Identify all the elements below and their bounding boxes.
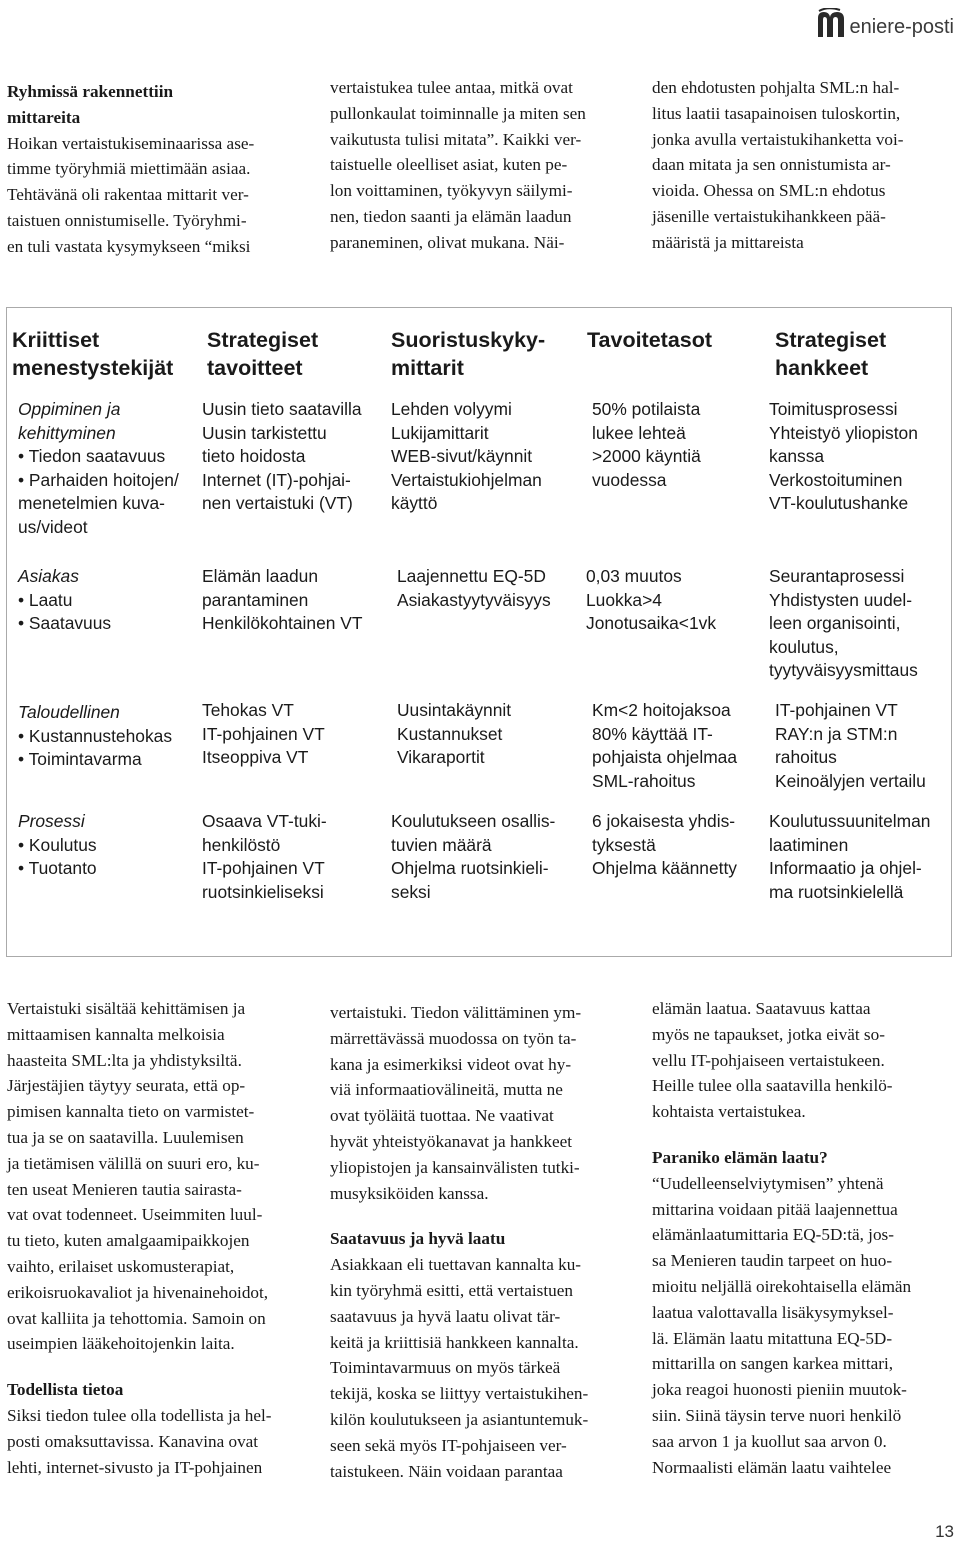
text-line: keitä ja kriittisiä hankkeen kannalta. [330, 1332, 579, 1352]
table-header-strategic-projects [775, 326, 886, 382]
cell-line: koulutus, [769, 636, 839, 657]
text-line: vioida. Ohessa on SML:n ehdotus [652, 181, 886, 201]
cell-line: >2000 käyntiä [592, 446, 701, 467]
section-heading: Paraniko elämän laatu? [652, 1147, 828, 1167]
cell-line: • Parhaiden hoitojen/ [18, 469, 179, 490]
cell-line: Km<2 hoitojaksoa [592, 700, 731, 720]
cell-line: Toimitusprosessi [769, 399, 898, 419]
cell-line: Itseoppiva VT [202, 747, 309, 768]
body-column-2 [330, 1000, 588, 1484]
cell-line: 80% käyttää IT- [592, 723, 713, 744]
text-line: kohtaista vertaistukea. [652, 1102, 806, 1122]
cell-category: Prosessi [18, 811, 85, 831]
table-cell [391, 810, 555, 904]
text-line: haasteita SML:lta ja yhdistyksiltä. [7, 1050, 242, 1070]
cell-line: Laajennettu EQ-5D [397, 566, 546, 586]
text-line: Toimintavarmuus on myös tärkeä [330, 1358, 561, 1378]
cell-line: nen vertaistuki (VT) [202, 493, 353, 514]
table-header-target-levels [587, 326, 712, 354]
text-line: saa arvon 1 ja kuollut saa arvon 0. [652, 1431, 887, 1451]
cell-category: kehittyminen [18, 422, 116, 443]
cell-line: Ohjelma ruotsinkieli- [391, 858, 549, 879]
cell-line: Seurantaprosessi [769, 566, 905, 586]
text-line: vertaistuki. Tiedon välittäminen ym- [330, 1003, 582, 1022]
cell-line: Koulutussuunitelman [769, 811, 931, 831]
table-header-critical-factors [12, 326, 173, 382]
cell-line: Uusin tarkistettu [202, 422, 327, 443]
text-line: sa Menieren taudin tarpeet on huo- [652, 1251, 893, 1271]
cell-line: ruotsinkieliseksi [202, 881, 324, 902]
text-line: mittarina voidaan pitää laajennettua [652, 1199, 898, 1219]
cell-line: IT-pohjainen VT [775, 700, 898, 720]
table-cell [18, 810, 97, 881]
body-column-1 [7, 996, 271, 1480]
text-line: kilön koulutukseen ja asiantuntemuk- [330, 1409, 589, 1429]
text-line: vaikutusta tulisi mitata”. Kaikki ver- [330, 129, 582, 149]
text-line: mioitu neljällä oirekohtaisella elämän [652, 1276, 912, 1296]
text-line: joka reagoi huonosti pieniin muutok- [652, 1380, 907, 1400]
table-cell [592, 699, 737, 793]
cell-line: • Toimintavarma [18, 749, 142, 770]
text-line: pimisen kannalta tieto on varmistet- [7, 1102, 255, 1122]
cell-line: pohjaista ohjelmaa [592, 747, 738, 768]
cell-line: Lukijamittarit [391, 422, 489, 443]
cell-line: Elämän laadun [202, 566, 319, 586]
text-line: märrettävässä muodossa on työn ta- [330, 1028, 577, 1048]
cell-line: vuodessa [592, 469, 667, 490]
logo [816, 8, 954, 38]
cell-line: 0,03 muutos [586, 566, 682, 586]
cell-line: tieto hoidosta [202, 446, 306, 467]
cell-line: • Saatavuus [18, 613, 112, 634]
table-cell [397, 565, 551, 612]
cell-line: Osaava VT-tuki- [202, 811, 327, 831]
table-cell [397, 699, 511, 770]
header-line: mittarit [391, 356, 464, 380]
table-cell [592, 398, 701, 492]
header-line: Suoristuskyky- [391, 328, 546, 352]
header-line: tavoitteet [207, 356, 303, 380]
table-cell [18, 398, 179, 540]
header-line: Tavoitetasot [587, 328, 713, 352]
text-line: yliopistojen ja kansainvälisten tutki- [330, 1157, 580, 1177]
text-line: vat ovat todenneet. Useimmiten luul- [7, 1205, 263, 1225]
text-line: hyvät yhteistyökanavat ja hankkeet [330, 1131, 572, 1151]
table-cell [18, 565, 111, 636]
cell-line: tyksestä [592, 834, 656, 855]
cell-line: menetelmien kuva- [18, 493, 165, 514]
text-line: ja tietämisen välillä on suuri ero, ku- [7, 1153, 260, 1173]
cell-line: Vertaistukiohjelman [391, 469, 542, 490]
text-line: den ehdotusten pohjalta SML:n hal- [652, 78, 900, 97]
text-line: ovat työläitä tuottaa. Ne vaativat [330, 1106, 554, 1126]
cell-line: Henkilökohtainen VT [202, 613, 363, 634]
text-line: vaihto, erilaiset uskomusterapiat, [7, 1256, 235, 1276]
cell-line: käyttö [391, 493, 438, 514]
cell-line: lukee lehteä [592, 422, 686, 443]
intro-heading: mittareita [7, 107, 81, 127]
text-line: lä. Elämän laatu mitattuna EQ-5D- [652, 1328, 893, 1348]
cell-line: Ohjelma käännetty [592, 858, 738, 879]
table-cell [202, 398, 362, 516]
text-line: myös ne tapaukset, jotka eivät so- [652, 1024, 885, 1044]
text-line: laatua valottavalla lisäkysymyksel- [652, 1302, 894, 1322]
text-line: vertaistukea tulee antaa, mitkä ovat [330, 78, 573, 97]
cell-line: IT-pohjainen VT [202, 723, 325, 744]
text-line: useimpien lääkehoitojenkin laita. [7, 1334, 235, 1354]
cell-line: • Tiedon saatavuus [18, 446, 166, 467]
text-line: litus laatii tasapainoisen tuloskortin, [652, 103, 901, 123]
cell-line: 50% potilaista [592, 399, 701, 419]
cell-line: • Kustannustehokas [18, 725, 173, 746]
cell-line: • Tuotanto [18, 858, 97, 879]
cell-line: • Laatu [18, 589, 73, 610]
text-line: jäsenille vertaistukihankkeen pää- [652, 206, 886, 226]
text-line: paraneminen, olivat mukana. Näi- [330, 232, 565, 252]
cell-line: Keinoälyjen vertailu [775, 770, 926, 791]
text-line: Normaalisti elämän laatu vaihtelee [652, 1457, 892, 1477]
table-header-strategic-goals [207, 326, 318, 382]
cell-line: leen organisointi, [769, 613, 901, 634]
table-cell [769, 398, 918, 516]
text-line: kana ja esimerkiksi videot ovat hy- [330, 1054, 572, 1074]
cell-line: Lehden volyymi [391, 399, 512, 419]
section-heading: Todellista tietoa [7, 1380, 124, 1400]
table-cell [202, 565, 362, 636]
text-line: elämänlaatumittaria EQ-5D:tä, jos- [652, 1225, 894, 1245]
text-line: nen, tiedon saanti ja elämän laadun [330, 206, 572, 226]
meniere-logo-icon [816, 8, 848, 38]
table-cell [769, 810, 930, 904]
text-line: taistuen onnistumiselle. Työryhmi- [7, 210, 247, 230]
cell-line: laatiminen [769, 834, 849, 855]
cell-line: RAY:n ja STM:n [775, 723, 898, 744]
text-line: posti omaksuttavissa. Kanavina ovat [7, 1431, 259, 1451]
table-cell [202, 699, 325, 770]
cell-line: VT-koulutushanke [769, 493, 909, 514]
text-line: ten useat Menieren tautia sairasta- [7, 1179, 242, 1199]
intro-column-3 [652, 75, 904, 256]
text-line: vellu IT-pohjaiseen vertaistukeen. [652, 1050, 885, 1070]
text-line: tekijä, koska se liittyy vertaistukihen- [330, 1384, 589, 1404]
text-line: erikoisruokavaliot ja hivenainehoidot, [7, 1282, 269, 1302]
text-line: pullonkaulat toiminnalle ja miten sen [330, 103, 586, 123]
cell-line: 6 jokaisesta yhdis- [592, 811, 736, 831]
cell-line: Vikaraportit [397, 747, 485, 768]
intro-column-2 [330, 75, 586, 256]
table-cell [775, 699, 926, 793]
cell-line: Tehokas VT [202, 700, 294, 720]
table-header-performance-metrics [391, 326, 545, 382]
text-line: Tehtävänä oli rakentaa mittarit ver- [7, 185, 249, 205]
text-line: ovat kalliita ja tehottomia. Samoin on [7, 1308, 266, 1328]
cell-line: Uusin tieto saatavilla [202, 399, 362, 419]
header-line: Kriittiset [12, 328, 100, 352]
cell-line: Asiakastyytyväisyys [397, 589, 551, 610]
page-number: 13 [935, 1522, 954, 1541]
cell-line: seksi [391, 881, 431, 902]
intro-column-1 [7, 79, 254, 260]
text-line: Hoikan vertaistukiseminaarissa ase- [7, 133, 255, 153]
text-line: jonka avulla vertaistukihanketta voi- [652, 129, 904, 149]
cell-line: tuvien määrä [391, 834, 492, 855]
logo-text: eniere-posti [849, 16, 954, 38]
cell-line: Yhdistysten uudel- [769, 589, 913, 610]
text-line: Vertaistuki sisältää kehittämisen ja [7, 999, 246, 1018]
text-line: daan mitata ja sen onnistumista ar- [652, 155, 891, 175]
cell-line: Internet (IT)-pohjai- [202, 469, 351, 490]
cell-line: IT-pohjainen VT [202, 858, 325, 879]
text-line: “Uudelleenselviytymisen” yhtenä [652, 1173, 884, 1193]
table-cell [769, 565, 918, 683]
cell-line: tyytyväisyysmittaus [769, 660, 918, 681]
text-line: määristä ja mittareista [652, 232, 804, 252]
table-cell [586, 565, 716, 636]
text-line: Siksi tiedon tulee olla todellista ja hel- [7, 1405, 272, 1425]
cell-category: Oppiminen ja [18, 399, 121, 419]
intro-heading: Ryhmissä rakennettiin [7, 82, 174, 101]
text-line: taistukeen. Näin voidaan parantaa [330, 1461, 563, 1481]
cell-line: Luokka>4 [586, 589, 662, 610]
header-line: Strategiset [207, 328, 319, 352]
cell-line: SML-rahoitus [592, 770, 696, 791]
cell-line: Informaatio ja ohjel- [769, 858, 922, 879]
header-line: menestystekijät [12, 356, 174, 380]
cell-line: rahoitus [775, 747, 837, 768]
table-cell [18, 701, 172, 772]
cell-line: • Koulutus [18, 834, 97, 855]
section-heading: Saatavuus ja hyvä laatu [330, 1229, 506, 1249]
table-cell [391, 398, 542, 516]
text-line: Asiakkaan eli tuettavan kannalta ku- [330, 1255, 582, 1275]
text-line: tua ja se on saatavilla. Luulemisen [7, 1127, 244, 1147]
text-line: musyksiköiden kanssa. [330, 1183, 489, 1203]
text-line: Järjestäjien täytyy seurata, että op- [7, 1076, 246, 1096]
body-column-3 [652, 996, 911, 1480]
text-line: siin. Siinä täysin terve nuori henkilö [652, 1405, 902, 1425]
text-line: tu tieto, kuten amalgaamipaikkojen [7, 1231, 250, 1251]
cell-line: Uusintakäynnit [397, 700, 512, 720]
cell-line: us/videot [18, 516, 88, 537]
cell-category: Asiakas [18, 566, 79, 586]
cell-line: henkilöstö [202, 834, 281, 855]
text-line: timme työryhmiä miettimään asiaa. [7, 159, 251, 179]
text-line: seen sekä myös IT-pohjaiseen ver- [330, 1435, 567, 1455]
header-line: hankkeet [775, 356, 869, 380]
cell-line: ma ruotsinkielellä [769, 881, 904, 902]
table-cell [202, 810, 327, 904]
text-line: kin työryhmä esitti, että vertaistuen [330, 1280, 573, 1300]
text-line: saatavuus ja hyvä laatu olivat tär- [330, 1306, 561, 1326]
cell-line: kanssa [769, 446, 825, 467]
cell-line: parantaminen [202, 589, 309, 610]
text-line: elämän laatua. Saatavuus kattaa [652, 999, 871, 1018]
text-line: mittarilla on sangen karkea mittari, [652, 1354, 894, 1374]
cell-line: WEB-sivut/käynnit [391, 446, 533, 467]
text-line: en tuli vastata kysymykseen “miksi [7, 236, 251, 256]
scorecard-table [6, 307, 952, 957]
text-line: taistuelle oleelliset asiat, kuten pe- [330, 155, 568, 175]
table-cell [592, 810, 737, 881]
header-line: Strategiset [775, 328, 887, 352]
text-line: mittaamisen kannalta melkoisia [7, 1024, 225, 1044]
cell-category: Taloudellinen [18, 702, 120, 722]
cell-line: Yhteistyö yliopiston [769, 422, 918, 443]
cell-line: Verkostoituminen [769, 469, 903, 490]
cell-line: Jonotusaika<1vk [586, 613, 717, 634]
text-line: lehti, internet-sivusto ja IT-pohjainen [7, 1457, 263, 1477]
cell-line: Koulutukseen osallis- [391, 811, 556, 831]
cell-line: Kustannukset [397, 723, 503, 744]
text-line: viä informaatiovälineitä, mutta ne [330, 1080, 563, 1100]
text-line: Heille tulee olla saatavilla henkilö- [652, 1076, 893, 1096]
text-line: lon voittaminen, työkyvyn säilymi- [330, 181, 573, 201]
